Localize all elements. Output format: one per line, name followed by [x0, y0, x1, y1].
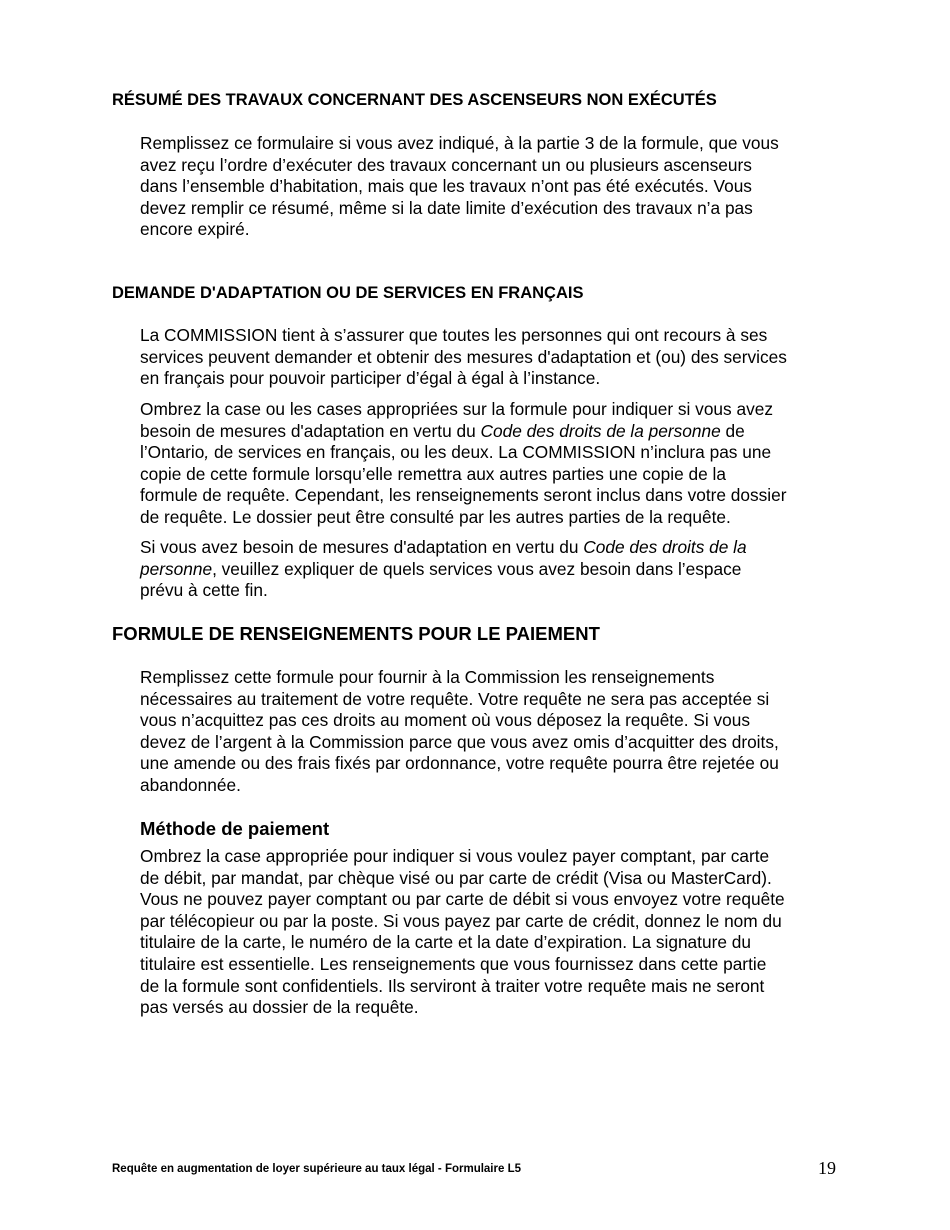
text-line: Vous ne pouvez payer comptant ou par carte de débit si vous envoyez votre requête: [140, 889, 785, 910]
page-number: 19: [818, 1158, 836, 1178]
text-line: nécessaires au traitement de votre requête. Votre requête ne sera pas acceptée si: [140, 688, 770, 709]
text-line: Remplissez cette formule pour fournir à la Commission les renseignements: [140, 667, 715, 687]
text-line: titulaire de la carte, le numéro de la carte et la date d’expiration. La signature du: [140, 932, 751, 953]
text-line: l’Ontario, de services en français, ou les deux. La COMMISSION n’inclura pas une: [140, 442, 772, 463]
text-line: formule de requête. Cependant, les renseignements seront inclus dans votre dossier: [140, 485, 787, 506]
section-heading-payment: FORMULE DE RENSEIGNEMENTS POUR LE PAIEMENT: [112, 623, 600, 644]
text-line: pas versés au dossier de la requête.: [140, 997, 419, 1018]
text-line: de la formule sont confidentiels. Ils serviront à traiter votre requête mais ne seront: [140, 975, 765, 996]
text-line: encore expiré.: [140, 219, 250, 240]
footer-title: Requête en augmentation de loyer supérieure au taux légal - Formulaire L5: [112, 1163, 521, 1175]
paragraph-accommodation-intro: [140, 325, 840, 390]
paragraph-elevators: [140, 133, 840, 241]
text-line: besoin de mesures d'adaptation en vertu du Code des droits de la personne de: [140, 420, 745, 441]
section-heading-elevators: RÉSUMÉ DES TRAVAUX CONCERNANT DES ASCENSEURS NON EXÉCUTÉS: [112, 91, 717, 109]
subheading-payment-method: Méthode de paiement: [140, 818, 330, 839]
text-line: devez de l’argent à la Commission parce que vous avez omis d’acquitter des droits,: [140, 731, 779, 752]
text-line: Remplissez ce formulaire si vous avez indiqué, à la partie 3 de la formule, que vous: [140, 133, 779, 153]
text-line: titulaire est essentielle. Les renseignements que vous fournissez dans cette partie: [140, 953, 767, 974]
text-line: La COMMISSION tient à s’assurer que toutes les personnes qui ont recours à ses: [140, 325, 768, 345]
text-line: Si vous avez besoin de mesures d'adaptation en vertu du Code des droits de la: [140, 537, 747, 557]
text-line: de débit, par mandat, par chèque visé ou par carte de crédit (Visa ou MasterCard).: [140, 867, 772, 888]
text-line: abandonnée.: [140, 774, 241, 795]
text-line: prévu à cette fin.: [140, 580, 268, 601]
paragraph-accommodation-explain: [140, 537, 840, 602]
text-line: avez reçu l’ordre d’exécuter des travaux concernant un ou plusieurs ascenseurs: [140, 154, 752, 175]
text-line: vous n’acquittez pas ces droits au moment où vous déposez la requête. Si vous: [140, 710, 750, 731]
code-title: Code des droits de la: [583, 537, 747, 557]
text-line: en français pour pouvoir participer d’égal à égal à l’instance.: [140, 368, 601, 389]
code-title: Code des droits de la personne: [480, 420, 721, 441]
text-line: de requête. Le dossier peut être consulté par les autres parties de la requête.: [140, 506, 731, 527]
paragraph-payment-method: [140, 846, 840, 1019]
paragraph-accommodation-form: [140, 399, 840, 529]
text-line: Ombrez la case ou les cases appropriées sur la formule pour indiquer si vous avez: [140, 399, 773, 419]
text-line: Ombrez la case appropriée pour indiquer si vous voulez payer comptant, par carte: [140, 846, 770, 866]
section-heading-accommodation: DEMANDE D'ADAPTATION OU DE SERVICES EN FRANÇAIS: [112, 284, 584, 302]
code-title: personne: [140, 558, 213, 579]
text-line: copie de cette formule lorsqu’elle remettra aux autres parties une copie de la: [140, 463, 726, 484]
text-line: dans l’ensemble d’habitation, mais que les travaux n’ont pas été exécutés. Vous: [140, 176, 752, 197]
text-line: par télécopieur ou par la poste. Si vous payez par carte de crédit, donnez le nom du: [140, 910, 782, 931]
paragraph-payment-intro: [140, 667, 840, 797]
text-line: devez remplir ce résumé, même si la date limite d’exécution des travaux n’a pas: [140, 197, 753, 218]
text-line: une amende ou des frais fixés par ordonnance, votre requête pourra être rejetée ou: [140, 753, 779, 774]
text-line: services peuvent demander et obtenir des mesures d'adaptation et (ou) des services: [140, 346, 787, 367]
text-line: personne, veuillez expliquer de quels services vous avez besoin dans l’espace: [140, 558, 742, 579]
